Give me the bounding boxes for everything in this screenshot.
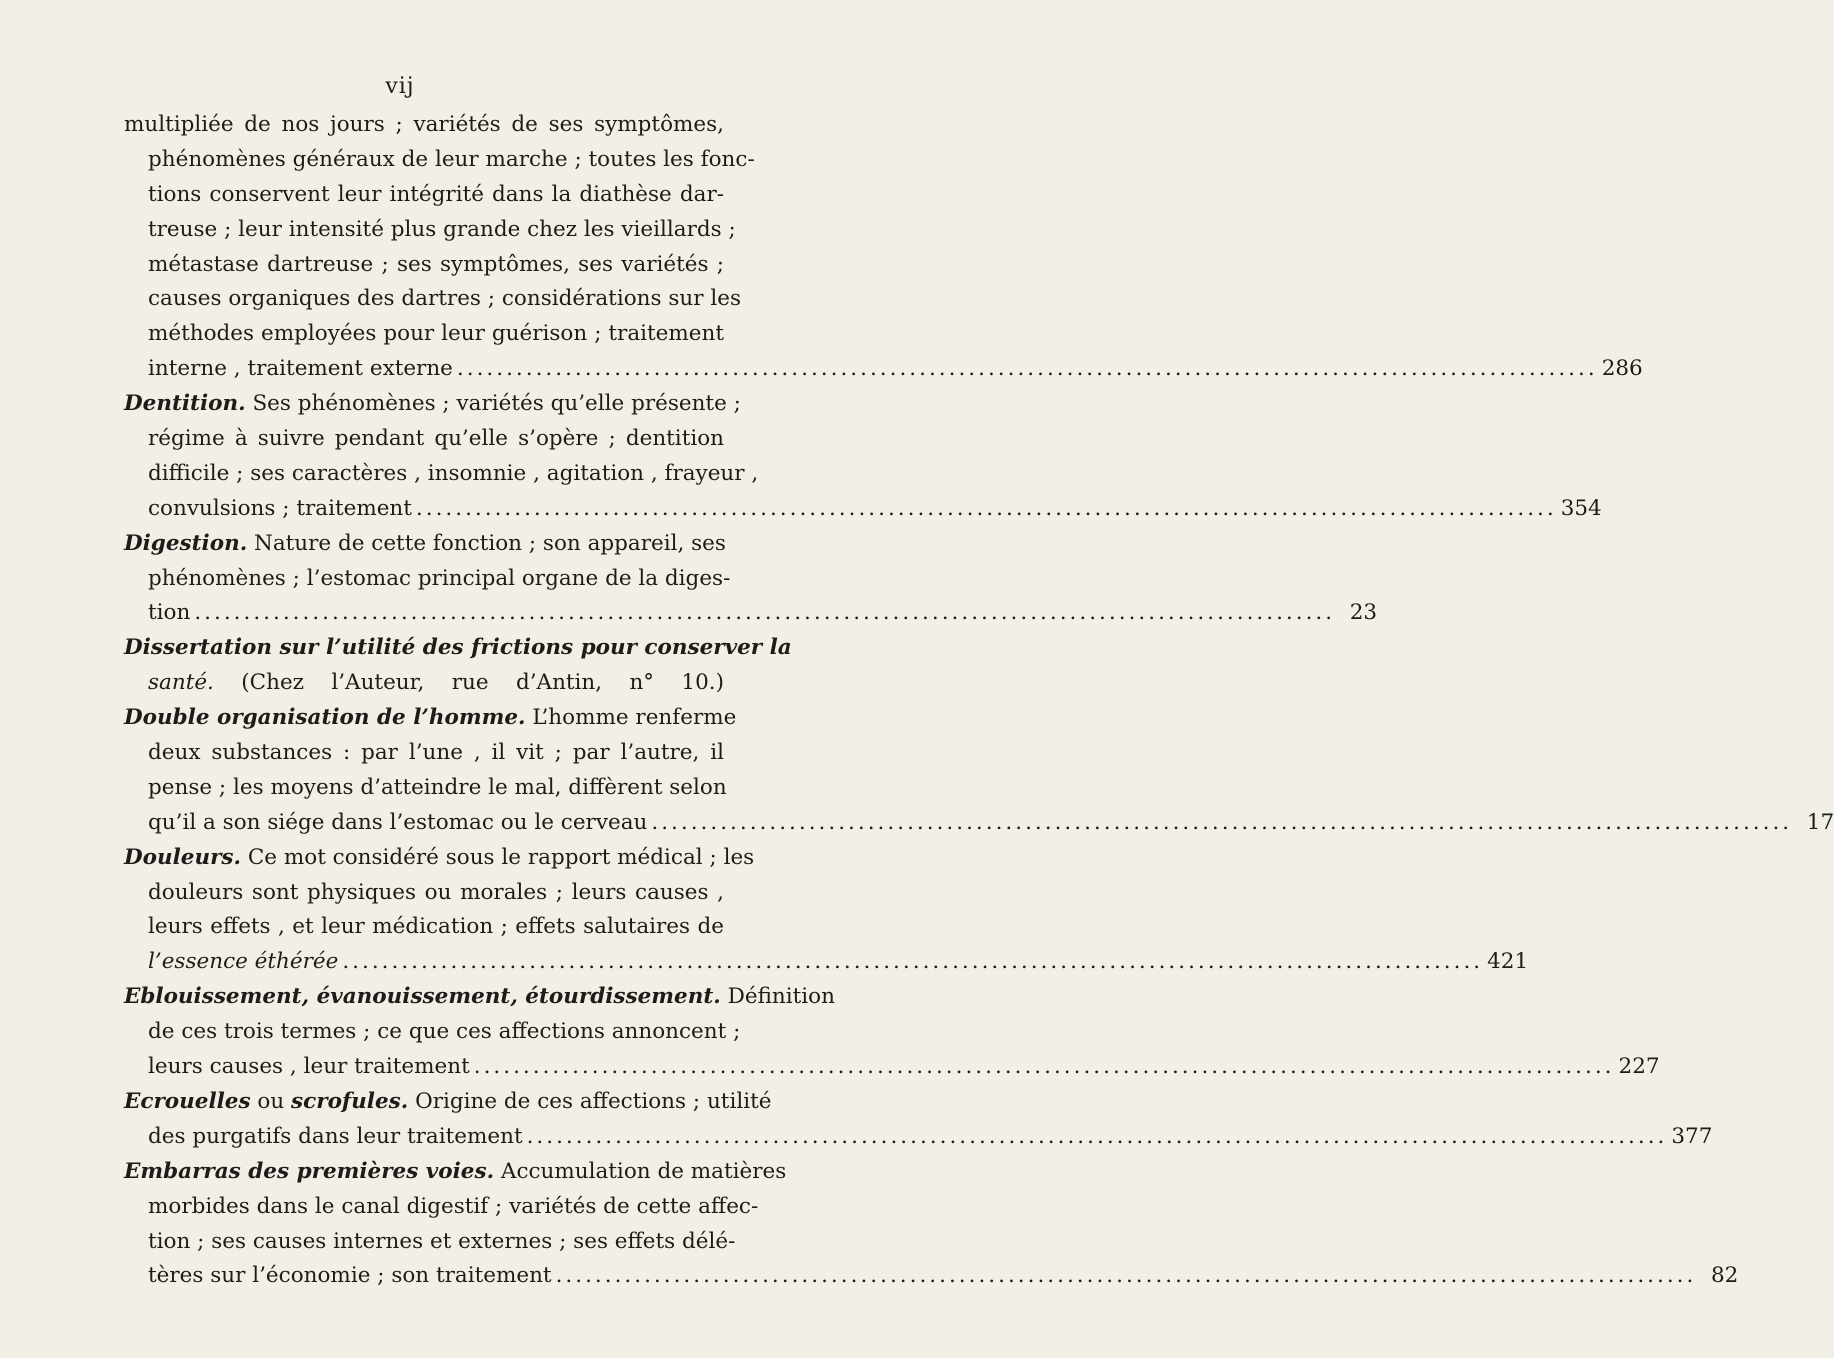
page-reference: 82 xyxy=(1711,1263,1739,1289)
line-text: de ces trois termes ; ce que ces affections annoncent ; xyxy=(148,1019,741,1045)
index-line xyxy=(124,352,1643,387)
line-text: régime à suivre pendant qu’elle s’opère ; dentition xyxy=(148,426,724,452)
index-line xyxy=(124,596,1378,631)
dot-leader xyxy=(416,492,1557,527)
line-text: tions conservent leur intégrité dans la diathèse dar- xyxy=(148,181,724,207)
index-line xyxy=(124,422,724,457)
index-line xyxy=(124,562,731,597)
index-body xyxy=(124,108,1834,1294)
index-line xyxy=(124,282,741,317)
index-line xyxy=(124,387,741,422)
italic-text: santé. xyxy=(148,670,214,696)
index-line xyxy=(124,457,759,492)
dot-leader xyxy=(556,1259,1697,1294)
line-text: treuse ; leur intensité plus grande chez les vieillards ; xyxy=(148,216,736,242)
dot-leader xyxy=(194,596,1335,631)
index-line xyxy=(124,317,724,352)
page-reference: 421 xyxy=(1487,949,1529,975)
entry-heading: Embarras des premières voies. xyxy=(124,1158,495,1184)
index-line xyxy=(124,178,724,213)
line-text: Ecrouelles ou scrofules. Origine de ces affections ; utilité xyxy=(124,1088,772,1114)
line-text: difficile ; ses caractères , insomnie , agitation , frayeur , xyxy=(148,460,759,486)
index-line xyxy=(124,1120,1713,1155)
entry-heading: Eblouissement, évanouissement, étourdissement. xyxy=(124,984,721,1010)
index-line xyxy=(124,1225,736,1260)
line-text: convulsions ; traitement xyxy=(148,495,412,521)
entry-heading-alt: scrofules. xyxy=(291,1088,409,1114)
line-text: qu’il a son siége dans l’estomac ou le cerveau xyxy=(148,809,648,835)
page-reference: 286 xyxy=(1601,356,1643,382)
index-line xyxy=(124,1259,1739,1294)
index-line xyxy=(124,736,724,771)
line-text: douleurs sont physiques ou morales ; leurs causes , xyxy=(148,879,724,905)
entry-heading: Double organisation de l’homme. xyxy=(124,705,526,731)
dot-leader xyxy=(474,1050,1615,1085)
italic-text: l’essence éthérée xyxy=(148,949,339,975)
index-line xyxy=(124,631,792,666)
dot-leader xyxy=(527,1120,1668,1155)
index-line xyxy=(124,876,724,911)
dot-leader xyxy=(457,352,1598,387)
index-line xyxy=(124,841,755,876)
page-number: vij xyxy=(385,74,415,99)
index-line xyxy=(124,492,1602,527)
index-line xyxy=(124,143,755,178)
index-line xyxy=(124,1155,787,1190)
line-text: leurs effets , et leur médication ; effets salutaires de xyxy=(148,914,724,940)
entry-heading: Douleurs. xyxy=(124,844,242,870)
entry-heading: Dentition. xyxy=(124,391,246,417)
line-text: multipliée de nos jours ; variétés de ses symptômes, xyxy=(124,112,724,137)
line-text: leurs causes , leur traitement xyxy=(148,1054,470,1080)
index-line xyxy=(124,666,724,701)
line-text: phénomènes ; l’estomac principal organe de la diges- xyxy=(148,565,731,591)
index-line xyxy=(124,108,724,143)
line-text: Double organisation de l’homme. L’homme renferme xyxy=(124,705,737,731)
page-reference: 354 xyxy=(1560,495,1602,521)
line-text: deux substances : par l’une , il vit ; par l’autre, il xyxy=(148,740,724,766)
line-text: Digestion. Nature de cette fonction ; son appareil, ses xyxy=(124,530,726,556)
line-text: Embarras des premières voies. Accumulation de matières xyxy=(124,1158,787,1184)
line-text: des purgatifs dans leur traitement xyxy=(148,1123,523,1149)
line-text: Dentition. Ses phénomènes ; variétés qu’elle présente ; xyxy=(124,391,741,417)
line-text: Douleurs. Ce mot considéré sous le rapport médical ; les xyxy=(124,844,755,870)
index-line xyxy=(124,1085,772,1120)
index-line xyxy=(124,945,1529,980)
index-line xyxy=(124,1190,759,1225)
page-reference: 377 xyxy=(1671,1123,1713,1149)
index-line xyxy=(124,527,724,562)
line-text: interne , traitement externe xyxy=(148,356,453,382)
entry-heading: Digestion. xyxy=(124,530,248,556)
dot-leader xyxy=(651,806,1792,841)
line-text: Eblouissement, évanouissement, étourdissement. Définition xyxy=(124,984,835,1010)
index-line xyxy=(124,248,724,283)
index-line xyxy=(124,910,724,945)
line-text: tion ; ses causes internes et externes ; ses effets délé- xyxy=(148,1228,736,1254)
line-text: tion xyxy=(148,600,191,626)
line-text: phénomènes généraux de leur marche ; toutes les fonc- xyxy=(148,146,755,172)
page-reference: 23 xyxy=(1349,600,1378,626)
index-line xyxy=(124,701,737,736)
line-text: santé. (Chez l’Auteur, rue d’Antin, n° 10.) xyxy=(148,670,724,696)
page-reference: 17 xyxy=(1806,809,1834,835)
dot-leader xyxy=(342,945,1483,980)
index-line xyxy=(124,806,1834,841)
line-text: méthodes employées pour leur guérison ; traitement xyxy=(148,321,724,347)
line-text xyxy=(124,631,792,666)
page-reference: 227 xyxy=(1618,1054,1660,1080)
index-line xyxy=(124,771,727,806)
line-text: morbides dans le canal digestif ; variétés de cette affec- xyxy=(148,1193,759,1219)
line-text: causes organiques des dartres ; considérations sur les xyxy=(148,286,741,312)
line-text: tères sur l’économie ; son traitement xyxy=(148,1263,552,1289)
index-line xyxy=(124,980,835,1015)
line-text: métastase dartreuse ; ses symptômes, ses variétés ; xyxy=(148,251,724,277)
line-text xyxy=(148,945,338,980)
index-line xyxy=(124,213,736,248)
index-line xyxy=(124,1015,741,1050)
entry-heading: Ecrouelles xyxy=(124,1088,251,1114)
entry-heading: Dissertation sur l’utilité des frictions pour conserver la xyxy=(124,635,792,661)
line-text: pense ; les moyens d’atteindre le mal, diffèrent selon xyxy=(148,774,727,800)
index-line xyxy=(124,1050,1660,1085)
